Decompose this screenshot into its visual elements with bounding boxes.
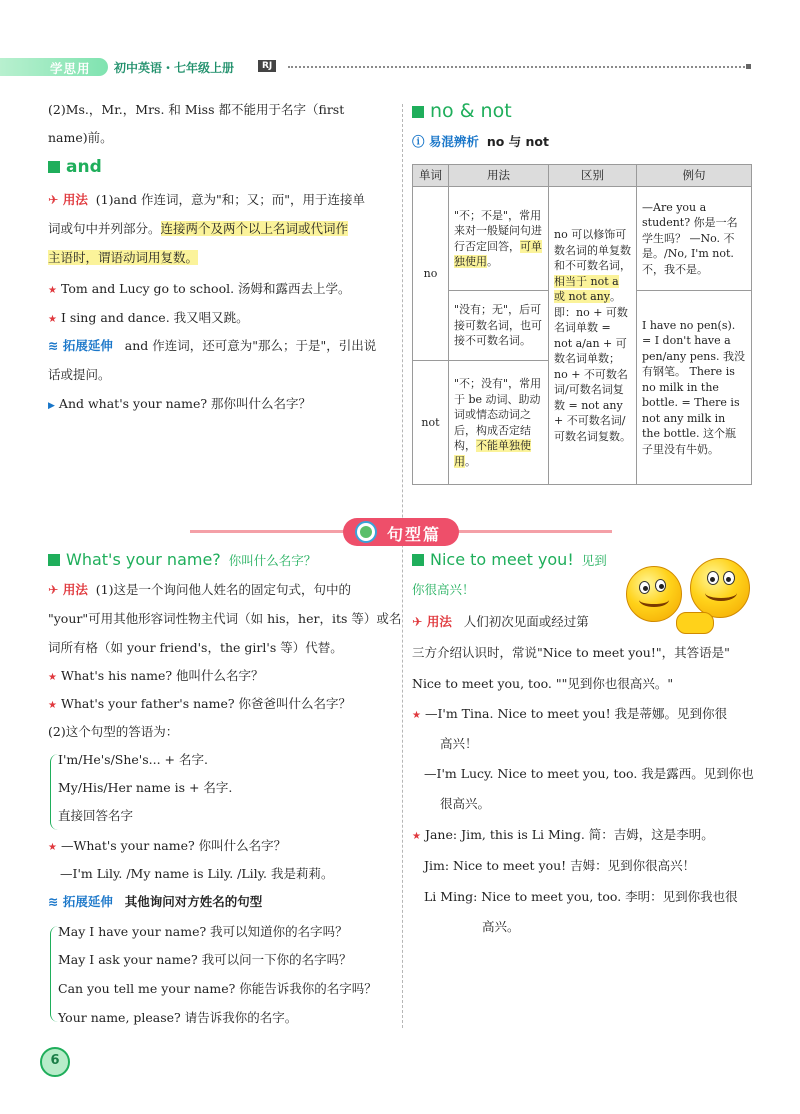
usage-tag-label: 用法 (426, 614, 452, 629)
column-divider (402, 104, 403, 1028)
usage-tag-label: 用法 (62, 582, 88, 597)
and-extension-line-2: 话或提问。 (48, 367, 111, 382)
usage-cell-text: "不；不是"，常用来对一般疑问句进行否定回答， (454, 208, 542, 253)
globe-icon (355, 521, 377, 543)
header-dotted-rule (288, 66, 748, 68)
handshake-icon (676, 612, 714, 634)
dialogue-text: —What's your name? 你叫什么名字？ (60, 838, 287, 853)
name-usage-line-1 (48, 580, 351, 600)
nice-example-2: —I'm Lucy. Nice to meet you, too. 我是露西。见到你也 (424, 766, 754, 781)
header-badge-label: 学思用 (50, 61, 91, 76)
header-end-square (746, 64, 751, 69)
confuse-tag: ⓘ 易混辨析 (412, 134, 479, 149)
dialogue-line-1 (48, 836, 286, 858)
answer-intro: (2)这个句型的答语为： (48, 724, 179, 739)
table-header-cell: 用法 (449, 165, 549, 187)
no-not-table (412, 164, 752, 485)
heading-square-icon (412, 554, 424, 566)
name-example-2 (48, 694, 351, 716)
example-text: What's your father's name? 你爸爸叫什么名字？ (60, 696, 352, 711)
extension-tag-label: 拓展延伸 (62, 894, 113, 909)
table-header-cell: 单词 (413, 165, 449, 187)
table-header-cell: 区别 (549, 165, 637, 187)
difference-cell (549, 187, 637, 485)
heading-translation: 见到 (581, 553, 607, 568)
example-cell: —Are you a student? 你是一名学生吗？ —No. 不是。/No, I'm not. 不，我不是。 (637, 187, 752, 291)
name-example-1 (48, 666, 264, 688)
example-cell: I have no pen(s). = I don't have a pen/any pens. 我没有钢笔。 There is no milk in the bottle. = There is not any milk in the bottle. 这个瓶子里没有牛奶。 (637, 291, 752, 485)
usage-text: 词或句中并列部分。 (48, 221, 161, 236)
page-number-badge (40, 1047, 70, 1081)
table-row (413, 187, 752, 291)
alt-question-3: Can you tell me your name? 你能告诉我你的名字吗？ (58, 981, 377, 996)
extension-tag: ≋ 拓展延伸 (48, 338, 113, 353)
heading-translation: 你叫什么名字？ (228, 553, 317, 568)
difference-highlight: 相当于 not a 或 not any (554, 274, 619, 303)
word-cell-not: not (413, 361, 449, 485)
name-extension-heading (48, 892, 262, 912)
question-brace (50, 926, 58, 1022)
triangle-bullet-icon: ▶ (48, 401, 55, 411)
alt-question-4: Your name, please? 请告诉我你的名字。 (58, 1010, 298, 1025)
star-icon: ★ (48, 672, 57, 683)
usage-highlight: 连接两个及两个以上名词或代词作 (160, 221, 349, 236)
extension-tag: ≋ 拓展延伸 (48, 894, 113, 909)
name-usage-line-3: 词所有格（如 your friend's，the girl's 等）代替。 (48, 640, 343, 655)
and-heading-text: and (66, 157, 102, 177)
and-heading (48, 157, 102, 177)
and-extension-example (48, 394, 311, 416)
example-text: And what's your name? 那你叫什么名字？ (58, 396, 312, 411)
confuse-title: no 与 not (486, 134, 549, 149)
banner-rule-left (190, 530, 350, 533)
usage-text: (1)and 作连词，意为"和；又；而"，用于连接单 (95, 192, 365, 207)
usage-cell (449, 187, 549, 291)
nice-usage-line-1 (412, 612, 589, 632)
usage-cell-text: "不；没有"，常用于 be 动词、助动词或情态动词之后，构成否定结构， (454, 377, 542, 452)
and-example-1 (48, 279, 351, 301)
dialogue-text: Jane: Jim, this is Li Ming. 简：吉姆，这是李明。 (424, 827, 714, 842)
nice-dialogue-2: Jim: Nice to meet you! 吉姆：见到你很高兴！ (424, 858, 696, 873)
whats-your-name-heading (48, 550, 316, 571)
difference-text: 。即：no + 可数名词单数 = not a/an + 可数名词单数；no + 不可数名词/可数名词复数 = not any + 不可数名词/可数名词复数。 (554, 290, 631, 443)
confuse-heading (412, 132, 549, 152)
header-badge (0, 58, 108, 76)
star-icon: ★ (412, 710, 421, 721)
table-header-cell: 例句 (637, 165, 752, 187)
nice-dialogue-1 (412, 825, 714, 847)
heading-translation-cont: 你很高兴！ (412, 582, 475, 597)
extension-title: 其他询问对方姓名的句型 (124, 894, 263, 909)
usage-tag: ✈ 用法 (412, 614, 452, 629)
star-icon: ★ (48, 700, 57, 711)
extension-text: and 作连词，还可意为"那么；于是"，引出说 (124, 338, 377, 353)
and-extension-line-1 (48, 336, 376, 356)
nice-example-1-cont: 高兴！ (440, 736, 478, 751)
answer-brace (50, 754, 58, 830)
nice-example-1 (412, 704, 727, 726)
usage-tag-label: 用法 (62, 192, 88, 207)
and-example-2 (48, 308, 249, 330)
nice-usage-line-2: 三方介绍认识时，常说"Nice to meet you!"，其答语是" (412, 645, 730, 660)
answer-option-3: 直接回答名字 (58, 808, 134, 823)
heading-square-icon (48, 554, 60, 566)
nice-dialogue-3: Li Ming: Nice to meet you, too. 李明：见到你我也很 (424, 889, 738, 904)
usage-text: (1)这是一个询问他人姓名的固定句式，句中的 (95, 582, 352, 597)
answer-option-1: I'm/He's/She's... + 名字. (58, 752, 208, 767)
nice-example-2-cont: 很高兴。 (440, 796, 491, 811)
heading-square-icon (412, 106, 424, 118)
nice-usage-line-3: Nice to meet you, too. ""见到你也很高兴。" (412, 676, 674, 691)
usage-cell: "没有；无"，后可接可数名词，也可接不可数名词。 (449, 291, 549, 361)
banner-rule-right (452, 530, 612, 533)
answer-option-2: My/His/Her name is + 名字. (58, 780, 233, 795)
note-line-2: name)前。 (48, 130, 113, 145)
confuse-tag-label: 易混辨析 (428, 134, 479, 149)
dialogue-line-2: —I'm Lily. /My name is Lily. /Lily. 我是莉莉。 (60, 866, 334, 881)
alt-question-2: May I ask your name? 我可以问一下你的名字吗？ (58, 952, 352, 967)
and-usage-line-1 (48, 190, 365, 210)
name-usage-line-2: "your"可用其他形容词性物主代词（如 his，her，its 等）或名 (48, 611, 402, 626)
star-icon: ★ (412, 831, 421, 842)
example-text: —I'm Tina. Nice to meet you! 我是蒂娜。见到你很 (424, 706, 728, 721)
edition-badge: RJ (258, 60, 276, 72)
usage-cell (449, 361, 549, 485)
heading-square-icon (48, 161, 60, 173)
page-header (0, 58, 800, 76)
usage-highlight: 主语时，谓语动词用复数。 (48, 250, 199, 265)
usage-text: 人们初次见面或经过第 (463, 614, 589, 629)
header-subtitle: 初中英语・七年级上册 (114, 61, 235, 75)
star-icon: ★ (48, 842, 57, 853)
and-usage-line-3 (48, 248, 198, 268)
no-not-heading-text: no & not (430, 100, 512, 122)
usage-cell-end: 。 (465, 454, 476, 468)
heading-text: Nice to meet you! (430, 550, 574, 569)
page-number: 6 (50, 1053, 60, 1068)
nice-to-meet-heading (412, 550, 607, 571)
smiley-left-icon (626, 566, 682, 622)
usage-tag: ✈ 用法 (48, 582, 88, 597)
example-text: What's his name? 他叫什么名字？ (60, 668, 264, 683)
star-icon: ★ (48, 285, 57, 296)
note-line-1: (2)Ms.，Mr.，Mrs. 和 Miss 都不能用于名字（first (48, 102, 345, 117)
smiley-right-icon (690, 558, 750, 618)
example-text: I sing and dance. 我又唱又跳。 (60, 310, 249, 325)
usage-cell-highlight: 不能单独使用 (454, 439, 531, 468)
difference-text: no 可以修饰可数名词的单复数和不可数名词， (554, 228, 631, 272)
example-text: Tom and Lucy go to school. 汤姆和露西去上学。 (60, 281, 351, 296)
alt-question-1: May I have your name? 我可以知道你的名字吗？ (58, 924, 348, 939)
usage-cell-end: 。 (487, 255, 498, 268)
section-banner-label: 句型篇 (387, 525, 442, 544)
word-cell-no: no (413, 187, 449, 361)
usage-cell-highlight: 可单独使用 (454, 239, 542, 268)
no-not-heading (412, 101, 512, 121)
and-usage-line-2 (48, 219, 348, 239)
heading-text: What's your name? (66, 550, 221, 569)
section-banner (343, 518, 459, 546)
table-header-row (413, 165, 752, 187)
star-icon: ★ (48, 314, 57, 325)
extension-tag-label: 拓展延伸 (62, 338, 113, 353)
usage-tag: ✈ 用法 (48, 192, 88, 207)
nice-dialogue-3-cont: 高兴。 (482, 919, 520, 934)
